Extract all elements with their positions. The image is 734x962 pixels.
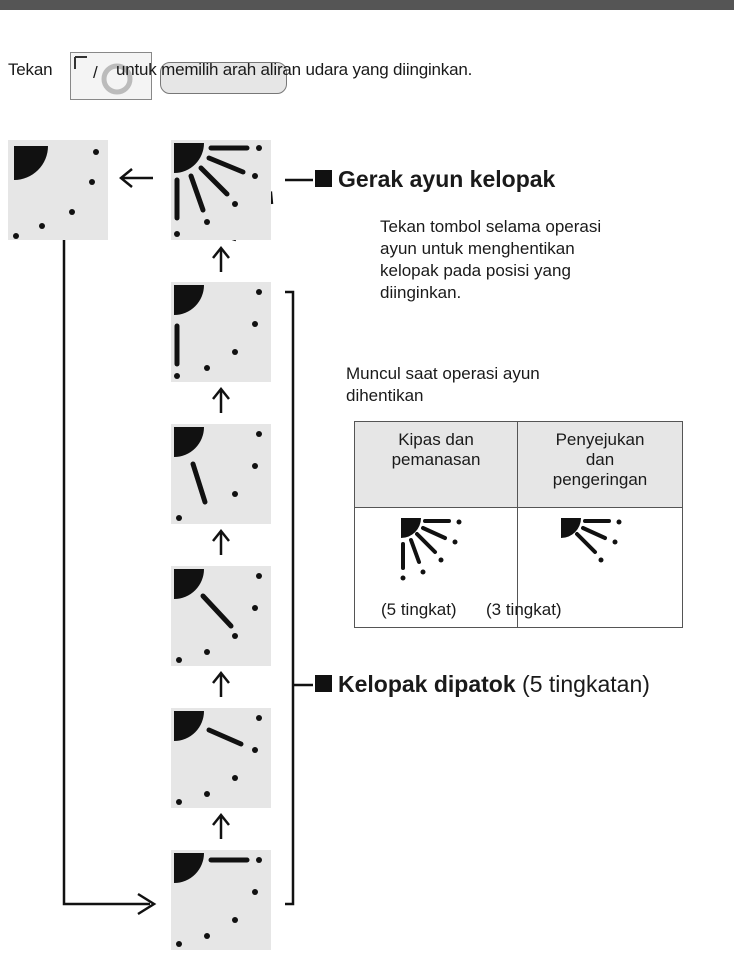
instruction-after: untuk memilih arah aliran udara yang diinginkan.: [116, 60, 473, 79]
swing-heading: [315, 166, 555, 193]
tile-swing-start: [8, 140, 108, 240]
stopped-table: [354, 421, 683, 628]
table-col2-value: (3 tingkat): [486, 600, 562, 619]
fixed-heading: [315, 671, 650, 698]
bullet-square-icon: [315, 675, 332, 692]
tile-fixed-5: [171, 850, 271, 950]
tile-fixed-4: [171, 708, 271, 808]
fixed-heading-suffix: (5 tingkatan): [522, 671, 650, 697]
louver-3-level-icon: [559, 516, 629, 576]
instruction-before: Tekan: [8, 60, 53, 79]
fixed-heading-text: Kelopak dipatok: [338, 671, 516, 697]
swing-heading-text: Gerak ayun kelopak: [338, 166, 556, 192]
table-col2-header: Penyejukan dan pengeringan: [552, 430, 648, 489]
tile-swing-all: [171, 140, 271, 240]
tile-fixed-2: [171, 424, 271, 524]
table-col1-header: Kipas dan pemanasan: [391, 430, 481, 469]
instruction-slash: /: [93, 63, 98, 82]
stopped-caption: Muncul saat operasi ayun dihentikan: [346, 364, 540, 405]
table-col1-value: (5 tingkat): [381, 600, 457, 619]
tile-fixed-1: [171, 282, 271, 382]
louver-5-level-icon: [399, 516, 469, 586]
swing-description: Tekan tombol selama operasi ayun untuk menghentikan kelopak pada posisi yang diinginkan.: [380, 217, 602, 302]
bullet-square-icon: [315, 170, 332, 187]
tile-fixed-3: [171, 566, 271, 666]
